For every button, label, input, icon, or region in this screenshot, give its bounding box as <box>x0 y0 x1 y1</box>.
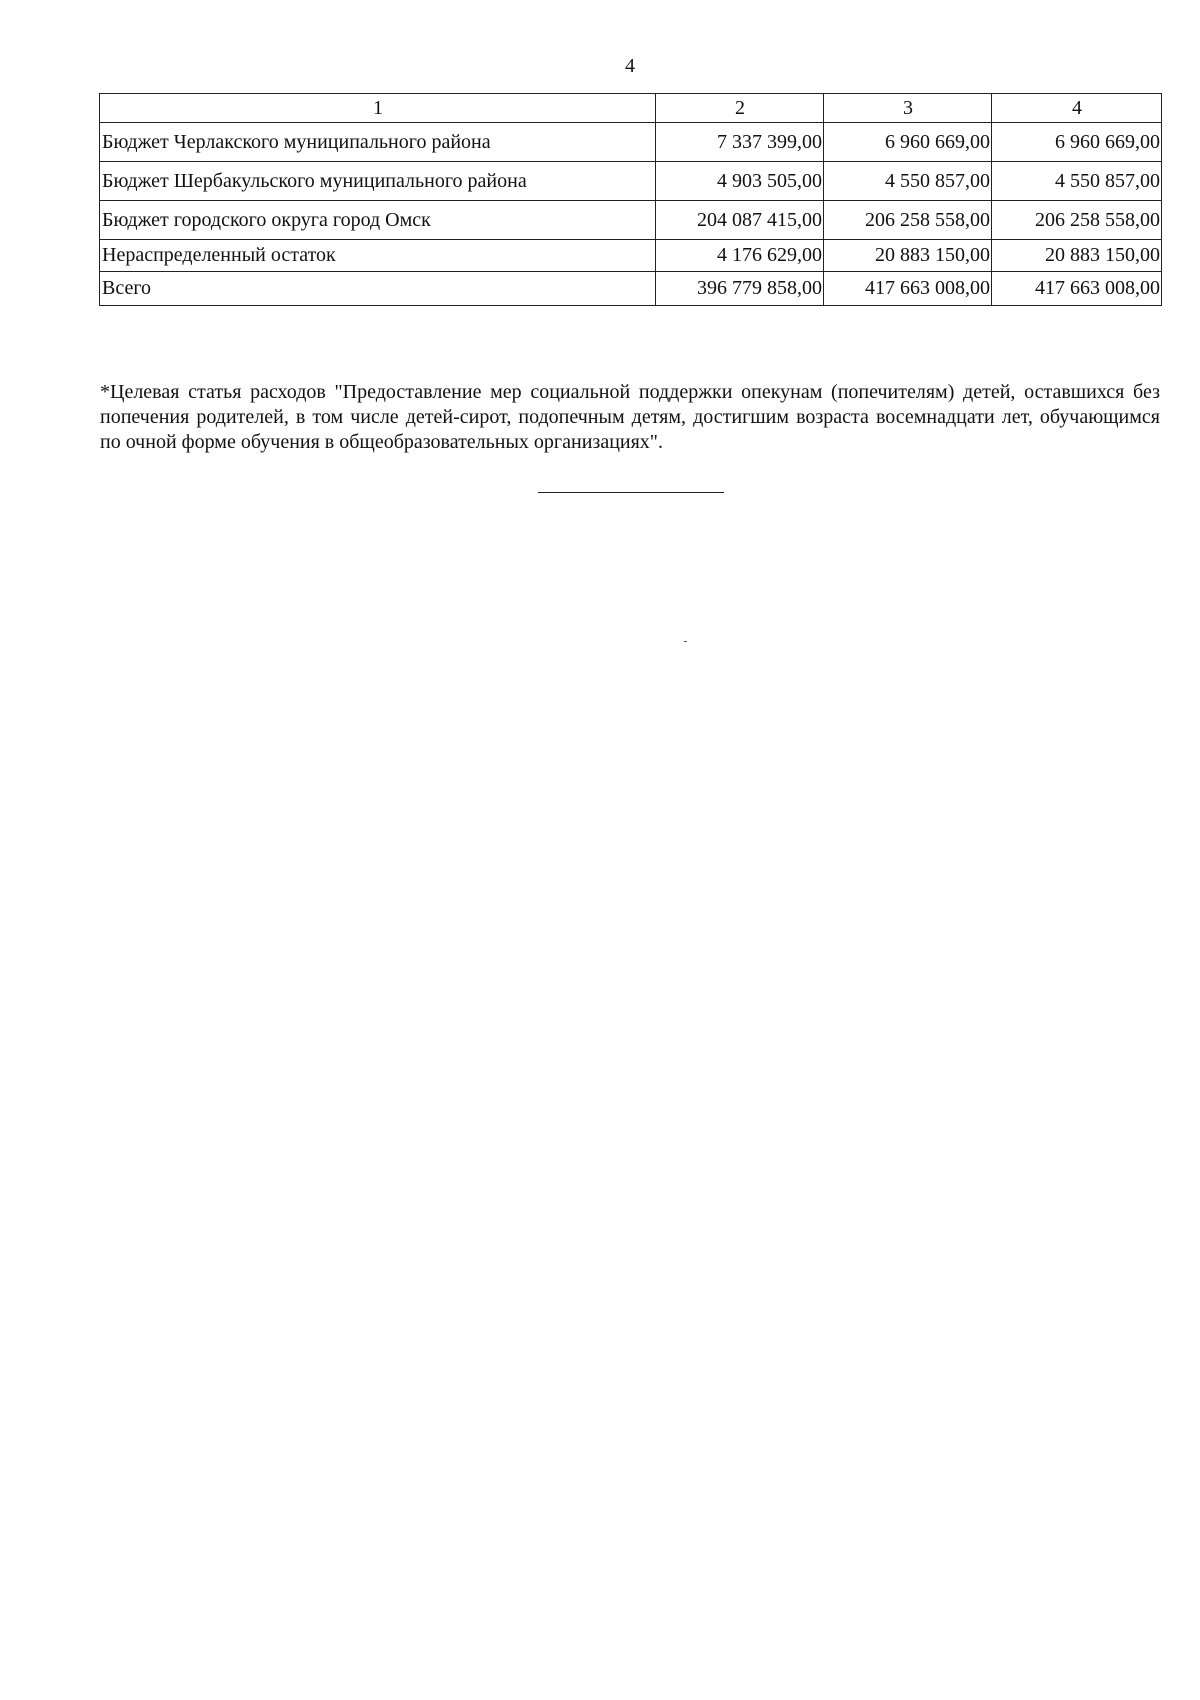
table-row <box>100 162 1162 201</box>
cell-value: 206 258 558,00 <box>824 201 992 240</box>
row-label: Бюджет городского округа город Омск <box>100 201 656 240</box>
cell-value: 4 176 629,00 <box>656 240 824 272</box>
budget-table <box>99 93 1162 306</box>
table-row <box>100 240 1162 272</box>
cell-value: 20 883 150,00 <box>992 240 1162 272</box>
table-header-row <box>100 94 1162 123</box>
cell-value: 6 960 669,00 <box>824 123 992 162</box>
cell-value: 396 779 858,00 <box>656 272 824 306</box>
table-row <box>100 123 1162 162</box>
table-total-row <box>100 272 1162 306</box>
row-label: Бюджет Черлакского муниципального района <box>100 123 656 162</box>
column-header: 4 <box>992 94 1162 123</box>
cell-value: 7 337 399,00 <box>656 123 824 162</box>
cell-value: 20 883 150,00 <box>824 240 992 272</box>
scan-mark <box>684 641 687 642</box>
cell-value: 6 960 669,00 <box>992 123 1162 162</box>
cell-value: 4 550 857,00 <box>992 162 1162 201</box>
column-header: 1 <box>100 94 656 123</box>
cell-value: 417 663 008,00 <box>824 272 992 306</box>
cell-value: 204 087 415,00 <box>656 201 824 240</box>
page-number: 4 <box>625 55 635 77</box>
separator-line <box>538 492 724 493</box>
cell-value: 206 258 558,00 <box>992 201 1162 240</box>
table-row <box>100 201 1162 240</box>
cell-value: 417 663 008,00 <box>992 272 1162 306</box>
footnote: *Целевая статья расходов "Предоставление мер социальной поддержки опекунам (попечителям) детей, оставшихся без попечения родителей, в том числе детей-сирот, подопечным детям, достигшим возраста восемнадцати лет, обучающимся по очной форме обучения в общеобразовательных организациях". <box>100 381 1160 453</box>
cell-value: 4 903 505,00 <box>656 162 824 201</box>
row-label: Бюджет Шербакульского муниципального района <box>100 162 656 201</box>
column-header: 2 <box>656 94 824 123</box>
row-label: Всего <box>100 272 656 306</box>
cell-value: 4 550 857,00 <box>824 162 992 201</box>
column-header: 3 <box>824 94 992 123</box>
row-label: Нераспределенный остаток <box>100 240 656 272</box>
